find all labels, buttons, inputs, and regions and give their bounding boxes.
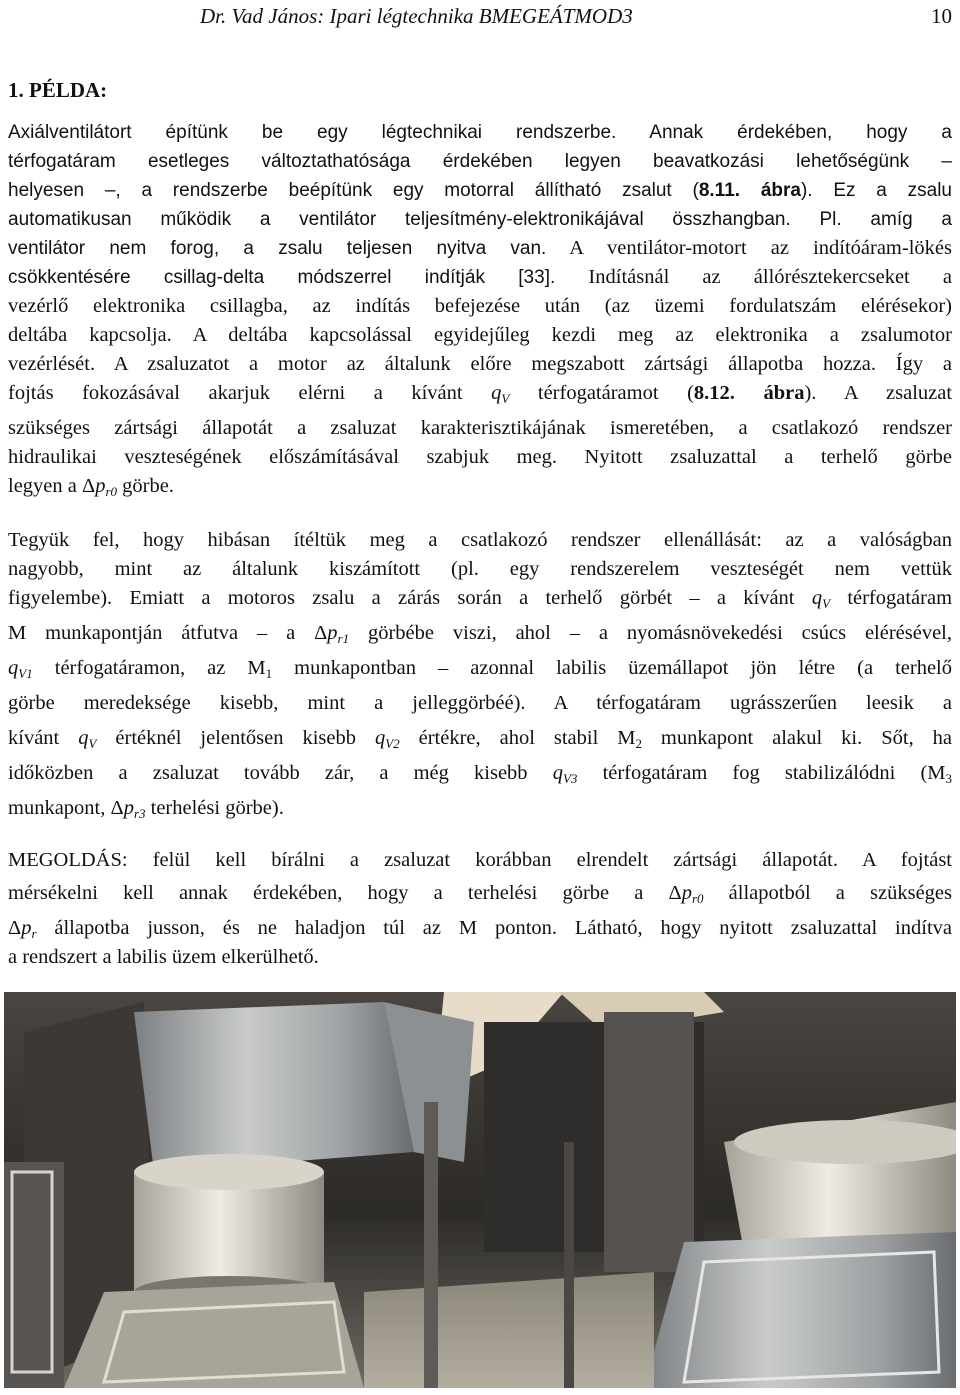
text-line: csökkentésére csillag-delta módszerrel indítják [33]. Indításnál az állórésztekercseket a — [8, 266, 952, 288]
figure-ref[interactable]: 8.12. ábra — [693, 382, 805, 404]
math-dpr0: $\Delta p_{r0}$ — [82, 475, 117, 499]
paragraph-2 — [8, 526, 952, 823]
text-line: a rendszert a labilis üzem elkerülhető. — [8, 946, 319, 968]
text-line: ventilátor nem forog, a zsalu teljesen nyitva van. A ventilátor-motort az indítóáram-lökés — [8, 237, 952, 259]
text-line: $q_{V1}$ térfogatáramon, az M1 munkapontban – azonnal labilis üzemállapot jön létre (a terhelő — [8, 657, 953, 681]
text-line: szükséges zártsági állapotát a zsaluzat karakterisztikájának ismeretében, a csatlakozó rendszer — [8, 417, 952, 439]
text-line: térfogatáram esetleges változtathatósága érdekében legyen beavatkozási lehetőségünk – — [8, 151, 952, 172]
text-line: görbe meredeksége kisebb, mint a jelleggörbéé). A térfogatáram ugrásszerűen leesik a — [8, 692, 952, 714]
text-line: Tegyük fel, hogy hibásan ítéltük meg a csatlakozó rendszer ellenállását: az a valóságban — [8, 529, 952, 551]
text-line: munkapont, $\Delta p_{r3}$ terhelési görbe). — [8, 797, 284, 821]
text-line: figyelembe). Emiatt a motoros zsalu a zárás során a terhelő görbét – a kívánt $q_V$ térfogatáram — [8, 587, 953, 611]
text-line: automatikusan működik a ventilátor teljesítmény-elektronikájával összhangban. Pl. amíg a — [8, 209, 952, 230]
text-line: vezérlését. A zsaluzatot a motor az általunk előre megszabott zártsági állapotba hozza. Így a — [8, 353, 952, 375]
text-line: legyen a $\Delta p_{r0}$ görbe. — [8, 475, 174, 499]
paragraph-1-cont — [8, 263, 952, 501]
installation-photo — [4, 992, 956, 1388]
text-line: deltába kapcsolja. A deltába kapcsolással egyidejűleg kezdi meg az elektronika a zsalumotor — [8, 324, 952, 346]
paragraph-1 — [8, 118, 952, 263]
page-header — [0, 4, 952, 34]
text-line: időközben a zsaluzat tovább zár, a még kisebb $q_{V3}$ térfogatáram fog stabilizálódni (M3 — [8, 762, 953, 786]
page-number: 10 — [931, 4, 952, 28]
text-line: Axiálventilátort építünk be egy légtechnikai rendszerbe. Annak érdekében, hogy a — [8, 122, 952, 143]
text-line: nagyobb, mint az általunk kiszámított (pl. egy rendszerelem veszteségét nem vettük — [8, 558, 952, 580]
text-line: fojtás fokozásával akarjuk elérni a kívánt $q_V$ térfogatáramot (8.12. ábra). A zsaluzat — [8, 382, 953, 406]
header-title: Dr. Vad János: Ipari légtechnika BMEGEÁTMOD3 — [200, 4, 633, 28]
example-heading: 1. PÉLDA: — [8, 78, 108, 102]
text-line: hidraulikai veszteségének előszámításával szabjuk meg. Nyitott zsaluzattal a terhelő görbe — [8, 446, 952, 468]
text-line: vezérlő elektronika csillagba, az indítás befejezése után (az üzemi fordulatszám elérésekor) — [8, 295, 952, 317]
figure-ref[interactable]: 8.11. ábra — [698, 180, 801, 201]
paragraph-3 — [8, 846, 952, 972]
text-line: mérsékelni kell annak érdekében, hogy a terhelési görbe a $\Delta p_{r0}$ állapotból a szükséges — [8, 882, 953, 906]
text-line: M munkapontján átfutva – a $\Delta p_{r1}$ görbébe viszi, ahol – a nyomásnövekedési csúcs elérésével, — [8, 622, 953, 646]
math-qv: $q_V$ — [491, 382, 510, 406]
text-line: kívánt $q_V$ értéknél jelentősen kisebb $q_{V2}$ értékre, ahol stabil M2 munkapont alakul ki. Sőt, ha — [8, 727, 953, 751]
text-line: helyesen –, a rendszerbe beépítünk egy motorral állítható zsalut (8.11. ábra). Ez a zsalu — [8, 180, 952, 201]
text-line: MEGOLDÁS: felül kell bírálni a zsaluzat korábban elrendelt zártsági állapotát. A fojtást — [8, 849, 952, 871]
text-line: $\Delta p_r$ állapotba jusson, és ne haladjon túl az M ponton. Látható, hogy nyitott zsaluzattal indítva — [8, 917, 952, 941]
